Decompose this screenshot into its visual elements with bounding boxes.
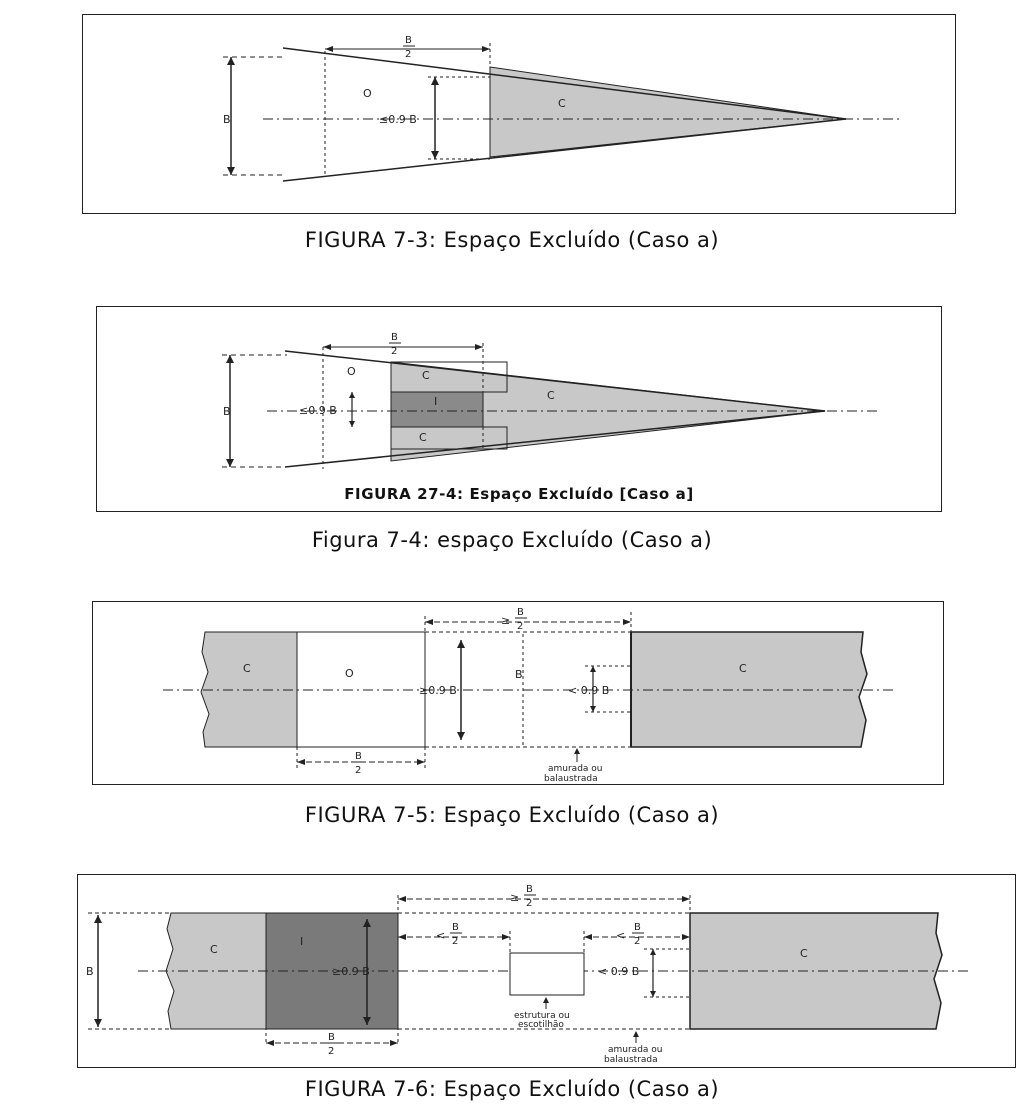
arrowhead <box>590 666 596 672</box>
bottom-half-numerator: B <box>355 751 362 762</box>
closed-right-label: C <box>800 947 808 960</box>
arrowhead <box>266 1040 274 1046</box>
figure-7-4-caption: Figura 7-4: espaço Excluído (Caso a) <box>311 528 713 552</box>
arrowhead <box>226 459 234 467</box>
lt-half-right-numerator: B <box>634 922 641 933</box>
bulwark-label-line-1: amurada ou <box>548 764 603 774</box>
bulwark-label-line-2: balaustrada <box>544 774 598 784</box>
arrowhead <box>633 1031 639 1037</box>
figure-7-4-drawing <box>97 307 943 513</box>
half-beam-denominator: 2 <box>526 898 533 909</box>
ge-limit-label: ≥0.9 B <box>419 684 457 697</box>
lt-symbol-right: < <box>616 929 626 942</box>
arrowhead <box>297 759 305 765</box>
arrowhead <box>226 355 234 363</box>
arrowhead <box>94 915 102 923</box>
bottom-half-numerator: B <box>328 1032 335 1043</box>
beam-label: B <box>223 405 231 418</box>
bulwark-label-line-2: balaustrada <box>604 1055 658 1065</box>
figure-27-4-inner-caption: FIGURA 27-4: Espaço Excluído [Caso a] <box>344 485 694 503</box>
arrowhead <box>475 344 483 350</box>
figure-7-6-drawing <box>78 875 1017 1069</box>
closed-right-label: C <box>547 389 555 402</box>
arrowhead <box>349 392 355 398</box>
closed-bottom-label: C <box>419 431 427 444</box>
half-beam-denominator: 2 <box>391 346 398 357</box>
arrowhead <box>682 934 690 940</box>
closed-right-label: C <box>739 662 747 675</box>
lt-limit-label: < 0.9 B <box>568 684 610 697</box>
open-label: O <box>363 87 372 100</box>
lt-half-right-denominator: 2 <box>634 936 641 947</box>
figure-7-5 <box>92 601 944 785</box>
bulwark-label-line-1: amurada ou <box>608 1045 663 1055</box>
ge-symbol: ≥ <box>510 891 520 904</box>
arrowhead <box>457 640 465 648</box>
figure-7-3 <box>82 14 956 214</box>
lt-half-left-numerator: B <box>452 922 459 933</box>
figure-7-5-caption: FIGURA 7-5: Espaço Excluído (Caso a) <box>304 803 720 827</box>
arrowhead <box>325 46 333 52</box>
arrowhead <box>650 991 656 997</box>
arrowhead <box>349 421 355 427</box>
half-beam-numerator: B <box>391 332 398 343</box>
arrowhead <box>417 759 425 765</box>
arrowhead <box>650 949 656 955</box>
arrowhead <box>227 57 235 65</box>
struct-label-line-2: escotilhão <box>518 1020 564 1030</box>
half-beam-numerator: B <box>526 884 533 895</box>
open-label: O <box>345 667 354 680</box>
arrowhead <box>390 1040 398 1046</box>
figure-7-4 <box>96 306 942 512</box>
closed-label: C <box>558 97 566 110</box>
ge-symbol: ≥ <box>501 614 511 627</box>
arrowhead <box>398 934 406 940</box>
arrowhead <box>543 997 549 1003</box>
bottom-half-denominator: 2 <box>328 1046 335 1057</box>
figure-7-3-caption: FIGURA 7-3: Espaço Excluído (Caso a) <box>304 228 720 252</box>
arrowhead <box>574 748 580 754</box>
limit-label: ≤0.9 B <box>379 113 417 126</box>
arrowhead <box>584 934 592 940</box>
half-beam-numerator: B <box>517 607 524 618</box>
figure-7-3-drawing <box>83 15 957 215</box>
arrowhead <box>425 619 433 625</box>
arrowhead <box>431 151 439 159</box>
figure-7-6-caption: FIGURA 7-6: Espaço Excluído (Caso a) <box>304 1077 720 1101</box>
bottom-half-denominator: 2 <box>355 765 362 776</box>
closed-left-label: C <box>243 662 251 675</box>
intermediate-label: I <box>434 395 438 408</box>
arrowhead <box>227 167 235 175</box>
figure-7-5-drawing <box>93 602 945 786</box>
beam-label: B <box>86 965 94 978</box>
lt-limit-label: < 0.9 B <box>598 965 640 978</box>
closed-left-label: C <box>210 943 218 956</box>
arrowhead <box>682 896 690 902</box>
lt-symbol-left: < <box>436 929 446 942</box>
struct-label-line-1: estrutura ou <box>514 1011 570 1021</box>
beam-label: B <box>223 113 231 126</box>
beam-label: B <box>515 668 523 681</box>
closed-top-label: C <box>422 369 430 382</box>
intermediate-label: I <box>300 935 304 948</box>
figure-7-6 <box>77 874 1016 1068</box>
half-beam-denominator: 2 <box>517 621 524 632</box>
lt-half-left-denominator: 2 <box>452 936 459 947</box>
arrowhead <box>94 1019 102 1027</box>
arrowhead <box>431 77 439 85</box>
arrowhead <box>398 896 406 902</box>
hatch-structure <box>510 953 584 995</box>
arrowhead <box>457 732 465 740</box>
arrowhead <box>590 706 596 712</box>
arrowhead <box>323 344 331 350</box>
half-beam-denominator: 2 <box>405 49 412 60</box>
half-beam-numerator: B <box>405 35 412 46</box>
arrowhead <box>623 619 631 625</box>
ge-limit-label: ≥0.9 B <box>332 965 370 978</box>
arrowhead <box>502 934 510 940</box>
limit-label: ≤0.9 B <box>299 404 337 417</box>
arrowhead <box>482 46 490 52</box>
open-label: O <box>347 365 356 378</box>
